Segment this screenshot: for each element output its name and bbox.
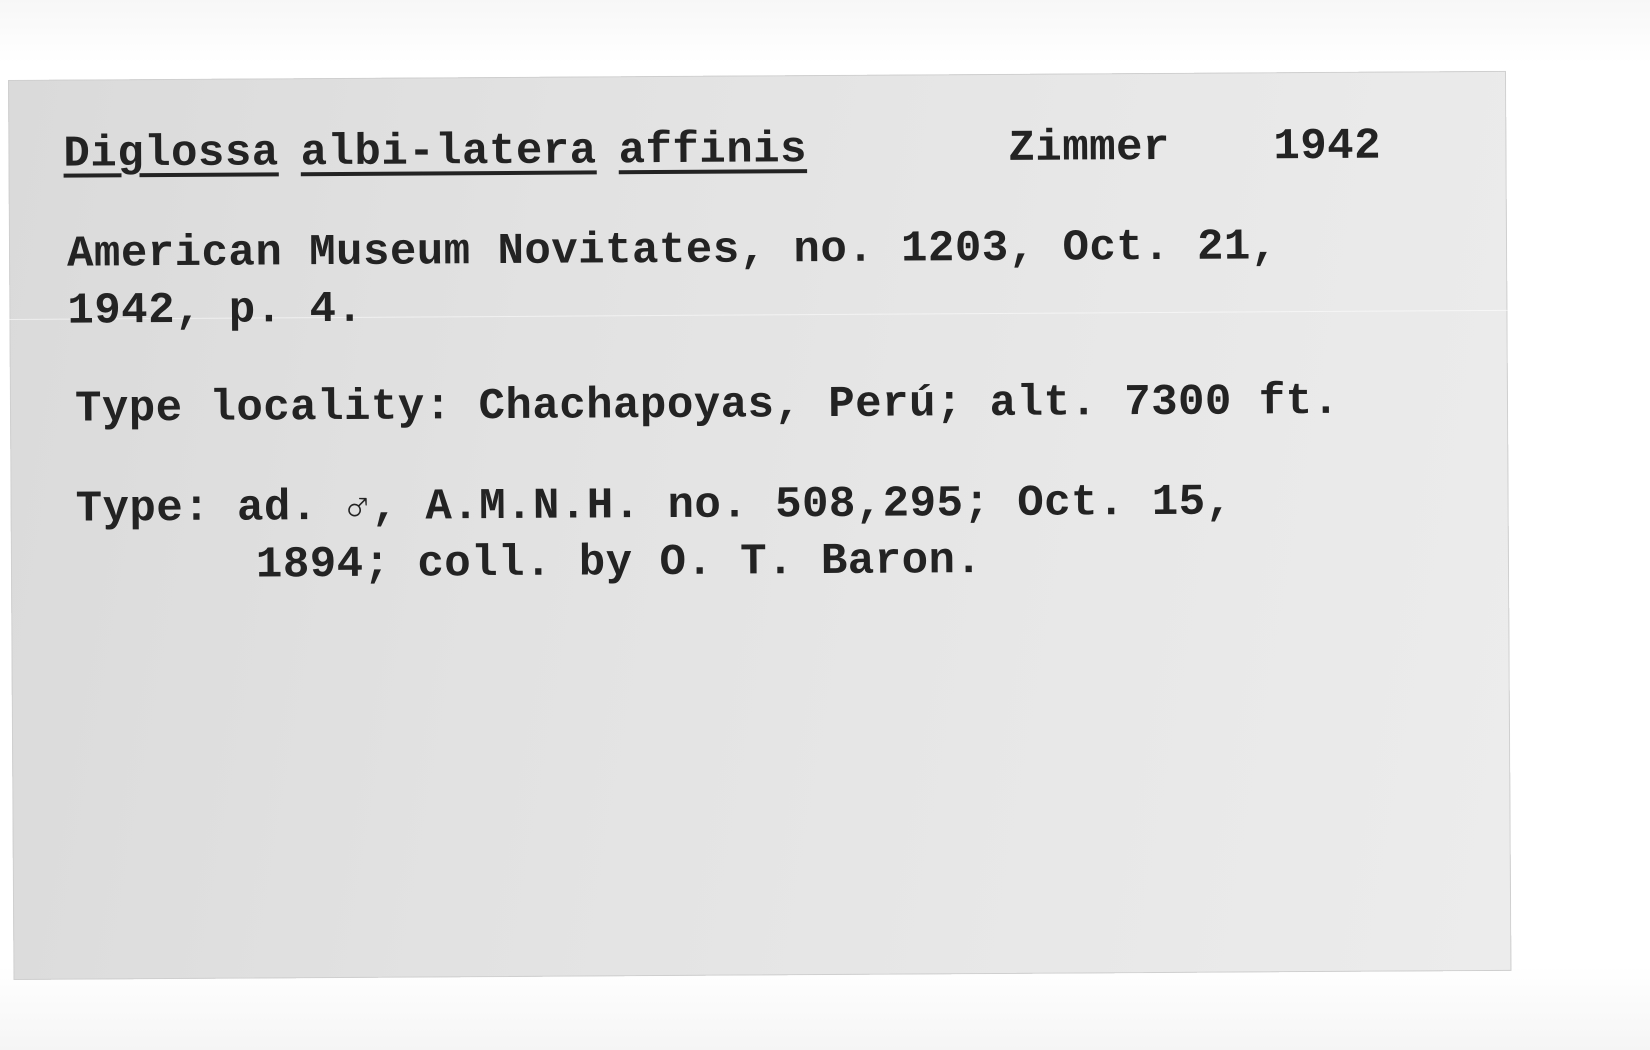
subspecies-name: affinis [618, 125, 808, 177]
type-specimen-line-2: 1894; coll. by O. T. Baron. [255, 536, 983, 591]
type-specimen-line-1: Type: ad. ♂, A.M.N.H. no. 508,295; Oct. 15, [75, 477, 1233, 535]
description-year: 1942 [1273, 121, 1382, 173]
taxon-title-line [63, 121, 1382, 180]
author-name: Zimmer [1008, 122, 1171, 174]
publication-line-2: 1942, p. 4. [67, 284, 364, 337]
genus-name: Diglossa [63, 128, 279, 180]
type-locality-line: Type locality: Chachapoyas, Perú; alt. 7300 ft. [74, 376, 1340, 435]
species-name: albi-latera [300, 126, 597, 179]
publication-line-1: American Museum Novitates, no. 1203, Oct. 21, [66, 222, 1278, 280]
index-card [8, 71, 1511, 980]
